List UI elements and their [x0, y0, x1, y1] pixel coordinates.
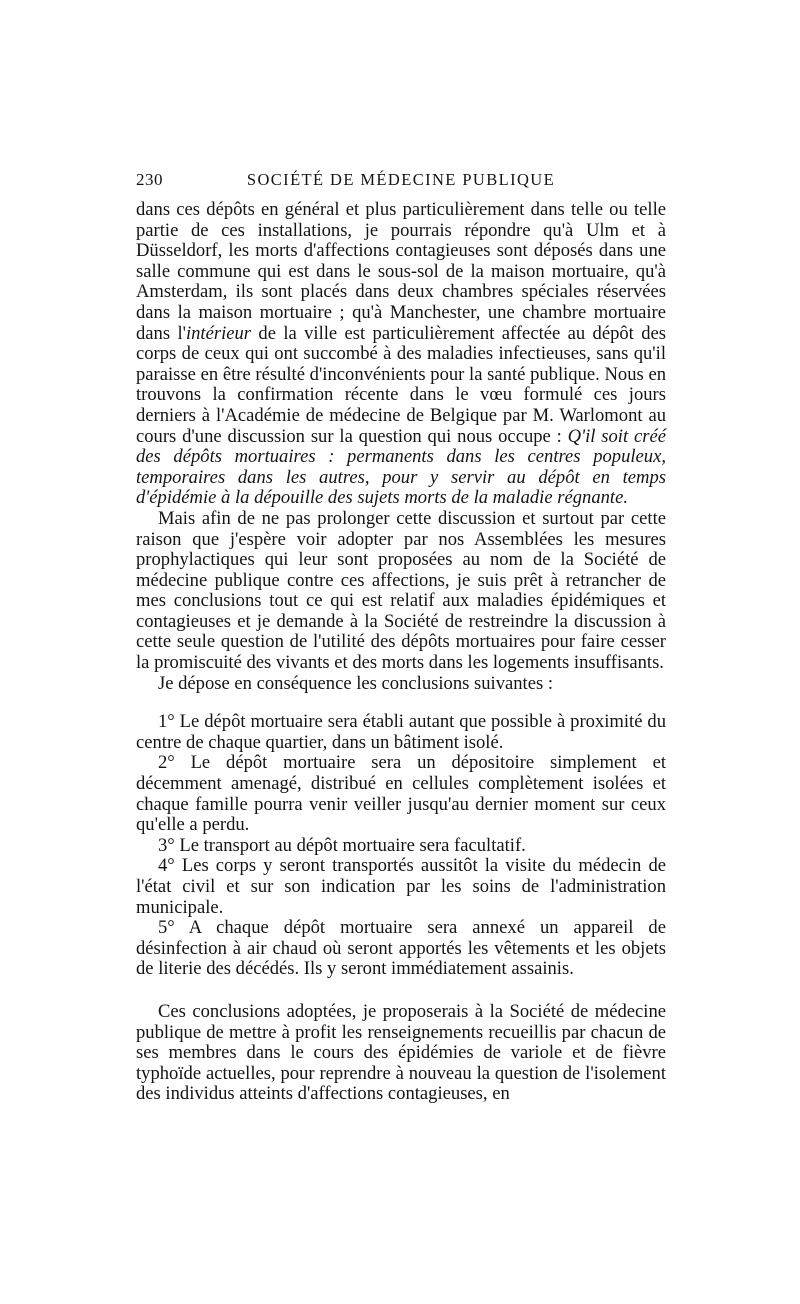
paragraph-continuation: [136, 200, 666, 509]
paragraph-text: de la ville est particulièrement affectée au dépôt des corps de ceux qui ont succombé à des maladies infectieuses, sans qu'il paraisse en être résulté d'inconvénients pour la santé publique. Nous en trouvons la confirmation récente dans le vœu formulé ces jours derniers à l'Académie de médecine de Belgique par M. Warlomont au cours d'une discussion sur la question qui nous occupe :: [136, 322, 666, 447]
page-body: [136, 200, 666, 1105]
conclusion-item-3: 3° Le transport au dépôt mortuaire sera facultatif.: [158, 834, 526, 856]
paragraph-final: Ces conclusions adoptées, je proposerais à la Société de médecine publique de mettre à profit les renseignements recueillis par chacun de ses membres dans le cours des épidémies de variole et de fièvre typhoïde actuelles, pour reprendre à nouveau la question de l'isolement des individus atteints d'affections contagieuses, en: [136, 1000, 666, 1105]
paragraph-intro: Je dépose en conséquence les conclusions suivantes :: [158, 672, 554, 694]
conclusion-item-4: 4° Les corps y seront transportés aussitôt la visite du médecin de l'état civil et sur son indication par les soins de l'administration municipale.: [136, 855, 666, 918]
conclusion-item-5: 5° A chaque dépôt mortuaire sera annexé un appareil de désinfection à air chaud où seront apportés les vêtements et les objets de literie des décédés. Ils y seront immédiatement assainis.: [136, 917, 666, 980]
italic-word: intérieur: [185, 322, 252, 344]
paragraph: Mais afin de ne pas prolonger cette discussion et surtout par cette raison que j'espère voir adopter par nos Assemblées les mesures prophylactiques qui leur sont proposées au nom de la Société de médecine publique contre ces affections, je suis prêt à retrancher de mes conclusions tout ce qui est relatif aux maladies épidémiques et contagieuses et je demande à la Société de restreindre la discussion à cette seule question de l'utilité des dépôts mortuaires pour faire cesser la promiscuité des vivants et des morts dans les logements insuffisants.: [136, 507, 666, 674]
page-header: [136, 170, 666, 196]
paragraph-text: dans ces dépôts en général et plus particulièrement dans telle ou telle partie de ces installations, je pourrais répondre qu'à Ulm et à Düsseldorf, les morts d'affections contagieuses sont déposés dans une salle commune qui est dans le sous-sol de la maison mortuaire, qu'à Amsterdam, ils sont placés dans deux chambres spéciales réservées dans la maison mortuaire ; qu'à Manchester, une chambre mortuaire dans l': [136, 199, 666, 344]
page-number: 230: [136, 170, 163, 189]
running-head: SOCIÉTÉ DE MÉDECINE PUBLIQUE: [246, 170, 556, 189]
conclusion-item-2: 2° Le dépôt mortuaire sera un dépositoire simplement et décemment amenagé, distribué en cellules complètement isolées et chaque famille pourra venir veiller jusqu'au dernier moment sur ceux qu'elle a perdu.: [136, 752, 666, 836]
conclusion-item-1: 1° Le dépôt mortuaire sera établi autant que possible à proximité du centre de chaque quartier, dans un bâtiment isolé.: [136, 711, 666, 753]
quoted-resolution: Q'il soit créé des dépôts mortuaires : permanents dans les centres populeux, temporaires dans les autres, pour y servir au dépôt en temps d'épidémie à la dépouille des sujets morts de la maladie régnante.: [136, 425, 666, 509]
